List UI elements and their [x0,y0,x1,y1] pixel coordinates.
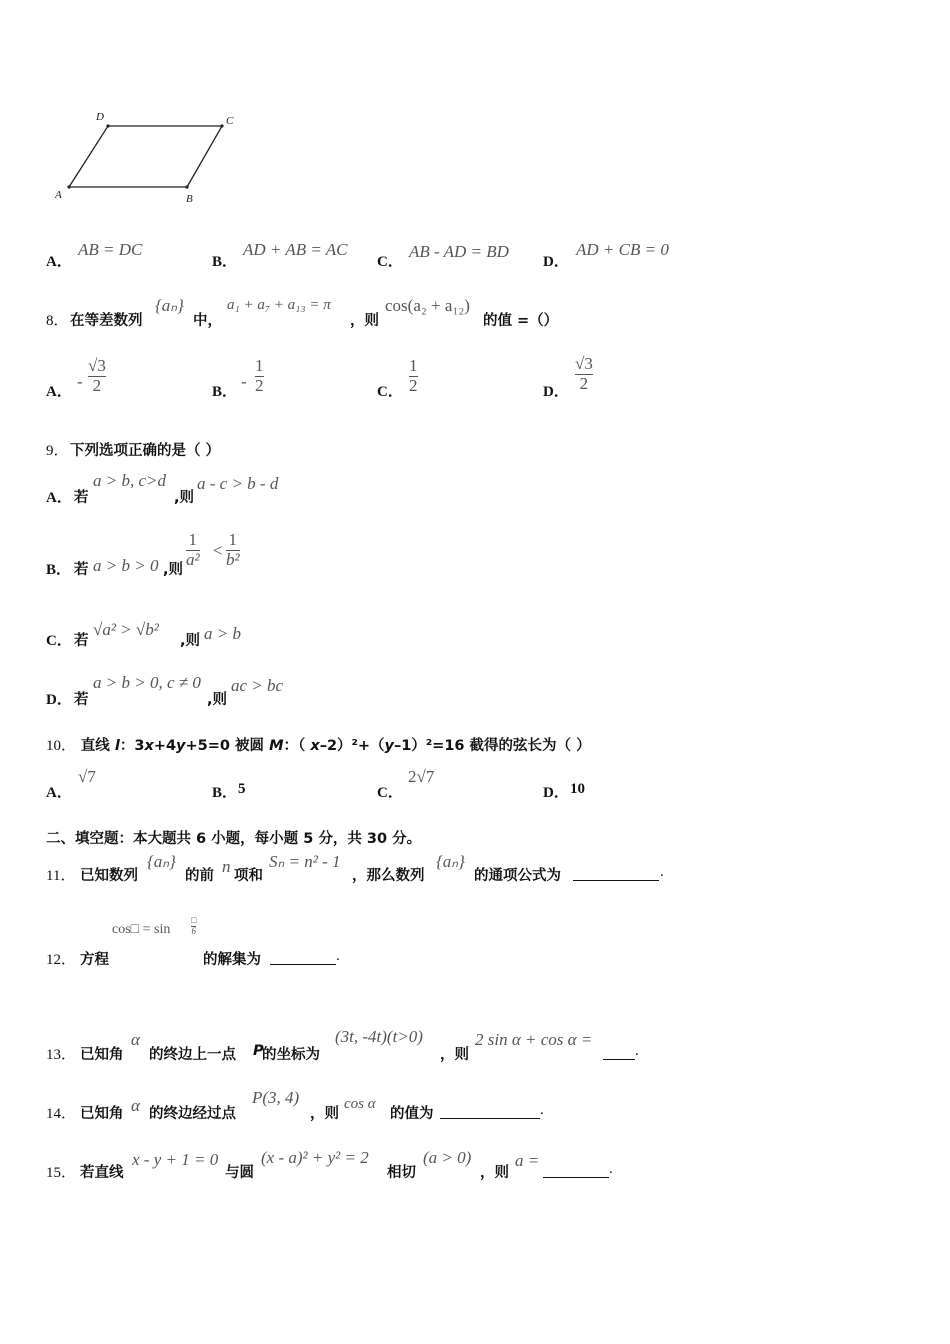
q11-text-3: 项和 [234,868,263,884]
q13-answer-blank[interactable] [603,1045,635,1060]
q8-option-b-sign: - [241,372,247,391]
q7-option-d-expr: AD + CB = 0 [576,240,669,259]
q7-option-b-expr: AD + AB = AC [243,240,348,259]
q8-option-b-fraction [255,357,264,395]
q14-end: . [540,1102,544,1118]
q8-number: 8． [46,313,69,329]
q9-option-a-ze: ,则 [174,490,195,506]
q9-option-b-op: < [213,541,223,560]
q8-option-a-num: √3 [88,356,106,375]
q8-option-d-fraction [575,355,593,393]
q15-expression: a = [515,1151,540,1170]
q15-text-1: 若直线 [80,1165,124,1181]
edge-da [69,126,108,187]
q9-option-d-cond: a > b > 0, c ≠ 0 [93,673,201,692]
q11-answer-blank[interactable] [573,866,659,881]
q14-text-2: 的终边经过点 [149,1106,236,1122]
q9-option-d-ruo: 若 [74,692,89,708]
q10-option-c-label: C． [377,785,403,801]
q9-option-b-ze: ,则 [163,562,184,578]
parallelogram-figure [50,105,250,210]
q9-option-c-ze: ,则 [180,633,201,649]
q8-option-b-num: 1 [255,356,264,375]
q14-answer-blank[interactable] [440,1104,540,1119]
q11-number: 11． [46,868,76,884]
q9-option-d-label: D． [46,692,72,708]
q12-end: . [336,948,340,964]
q10-text-4: +5=0 被圆 [185,738,270,754]
q9-option-b-cond: a > b > 0 [93,556,159,575]
q10-x: x [144,738,154,754]
q10-number: 10． [46,738,77,754]
q9-option-c-result: a > b [204,624,241,643]
q10-option-b-value: 5 [238,781,246,797]
q13-number: 13． [46,1047,77,1063]
q10-option-b-label: B． [212,785,238,801]
q8-text-3: ，则 [350,313,379,329]
q11-sequence-2: {aₙ} [436,852,465,871]
q15-text-2: 与圆 [225,1165,254,1181]
q9-number: 9． [46,443,69,459]
q7-option-a-label: A． [46,254,72,270]
q13-text-3: 的坐标为 [262,1047,320,1063]
q9-option-b-frac-right [226,531,240,569]
q12-number: 12． [46,952,77,968]
q7-option-a-expr: AB = DC [78,240,143,259]
q8-option-b-den: 2 [255,375,264,395]
q7-option-c-expr: AB - AD = BD [409,242,509,261]
q15-end: . [609,1161,613,1177]
q9-option-c-cond: √a² > √b² [93,620,159,639]
q14-number: 14． [46,1106,77,1122]
q11-n: n [222,857,231,876]
q8-option-c-num: 1 [409,356,418,375]
q15-text-3: 相切 [387,1165,416,1181]
q8-condition: a₁ + a₇ + a₁₃ = π [227,297,331,313]
q13-end: . [635,1043,639,1059]
q8-text-5: =（） [517,313,559,329]
q8-option-a-sign: - [77,372,83,391]
q9-option-c-label: C． [46,633,72,649]
q10-option-c-value: 2√7 [408,767,435,786]
q8-option-a-label: A． [46,384,72,400]
q9-option-b-frac-left [186,531,200,569]
q8-option-d-den: 2 [579,373,589,393]
q8-option-b-label: B． [212,384,238,400]
q8-sequence: {aₙ} [155,296,184,315]
q9-option-d-ze: ,则 [207,692,228,708]
q9-option-b-ruo: 若 [74,562,89,578]
q8-option-c-fraction [409,357,418,395]
q10-text-5: ：（ [283,738,311,754]
q10-option-a-value: √7 [78,767,96,786]
q11-sequence: {aₙ} [147,852,176,871]
q13-alpha: α [131,1030,140,1049]
q9-option-a-label: A． [46,490,72,506]
q13-coord: (3t, -4t)(t>0) [335,1027,423,1046]
vertex-label-a: A [55,189,62,201]
q10-y: y [176,738,186,754]
q10-text-6: x [310,738,320,754]
q8-option-d-num: √3 [575,354,593,373]
q15-number: 15． [46,1165,77,1181]
q9-option-d-result: ac > bc [231,676,284,695]
q10-text-7: –2）²+（ [319,738,385,754]
q9-option-b-frac-left-den: a² [186,549,200,569]
q8-option-c-den: 2 [409,375,418,395]
q14-point: P(3, 4) [252,1088,300,1107]
q8-option-c-label: C． [377,384,403,400]
q9-option-b-frac-right-den: b² [226,549,240,569]
q11-sn: Sₙ = n² - 1 [269,852,341,871]
q12-text-1: 方程 [80,952,109,968]
q15-condition: (a > 0) [423,1148,472,1167]
q13-text-4: ，则 [440,1047,469,1063]
question-10 [46,734,591,755]
q8-option-a-fraction [88,357,106,395]
q13-text-1: 已知角 [80,1047,124,1063]
q15-answer-blank[interactable] [543,1163,609,1178]
q11-text-4: ，那么数列 [352,868,425,884]
q8-expression: cos(a₂ + a₁₂) [385,296,470,315]
q10-text-8: y [384,738,394,754]
q7-option-b-label: B． [212,254,238,270]
q13-text-2: 的终边上一点 [149,1047,236,1063]
vertex-label-d: D [96,111,104,123]
q9-text: 下列选项正确的是（ ） [70,443,221,459]
edge-bc [187,126,222,187]
q14-text-3: ，则 [310,1106,339,1122]
q10-text-2: ：3 [119,738,145,754]
q14-text-4: 的值为 [390,1106,434,1122]
q10-text-1: 直线 [80,738,115,754]
q12-fraction [191,916,196,937]
q13-expression: 2 sin α + cos α = [475,1030,593,1049]
q10-M: M [269,738,284,754]
q14-text-1: 已知角 [80,1106,124,1122]
q14-expression: cos α [344,1096,376,1112]
q9-option-a-result: a - c > b - d [197,474,279,493]
q15-line: x - y + 1 = 0 [132,1150,219,1169]
q10-option-d-value: 10 [570,781,585,797]
q11-text-1: 已知数列 [80,868,138,884]
q10-text-9: –1）²=16 截得的弦长为（ ） [393,738,591,754]
q9-option-a-ruo: 若 [74,490,89,506]
q14-alpha: α [131,1096,140,1115]
q13-P: P [253,1043,264,1059]
q9-option-c-ruo: 若 [74,633,89,649]
q8-text-1: 在等差数列 [70,313,143,329]
q8-text-2: 中， [193,313,222,329]
q12-text-2: 的解集为 [203,952,261,968]
q10-l: l [114,738,120,754]
q8-option-a-den: 2 [92,375,102,395]
q12-equation: cos□ = sin [112,922,171,937]
q12-frac-num: □ [191,915,197,925]
q11-end: . [660,864,664,880]
vertex-label-c: C [226,115,234,127]
q10-option-a-label: A． [46,785,72,801]
q7-option-d-label: D． [543,254,569,270]
q11-text-2: 的前 [185,868,214,884]
q15-text-4: ，则 [480,1165,509,1181]
q12-answer-blank[interactable] [270,950,336,965]
q12-frac-den: 6 [191,925,196,936]
q9-option-b-frac-right-num: 1 [228,530,238,549]
q10-text-3: +4 [153,738,177,754]
q8-text-4: 的值 [483,313,512,329]
q8-option-d-label: D． [543,384,569,400]
q10-option-d-label: D． [543,785,569,801]
q7-option-c-label: C． [377,254,403,270]
q11-text-5: 的通项公式为 [474,868,561,884]
q9-option-b-frac-left-num: 1 [188,530,198,549]
q15-circle: (x - a)² + y² = 2 [261,1148,369,1167]
q9-option-b-label: B． [46,562,72,578]
vertex-label-b: B [186,193,193,205]
section-2-title: 二、填空题：本大题共 6 小题，每小题 5 分，共 30 分。 [46,831,422,847]
q9-option-a-cond: a > b, c>d [93,471,166,490]
